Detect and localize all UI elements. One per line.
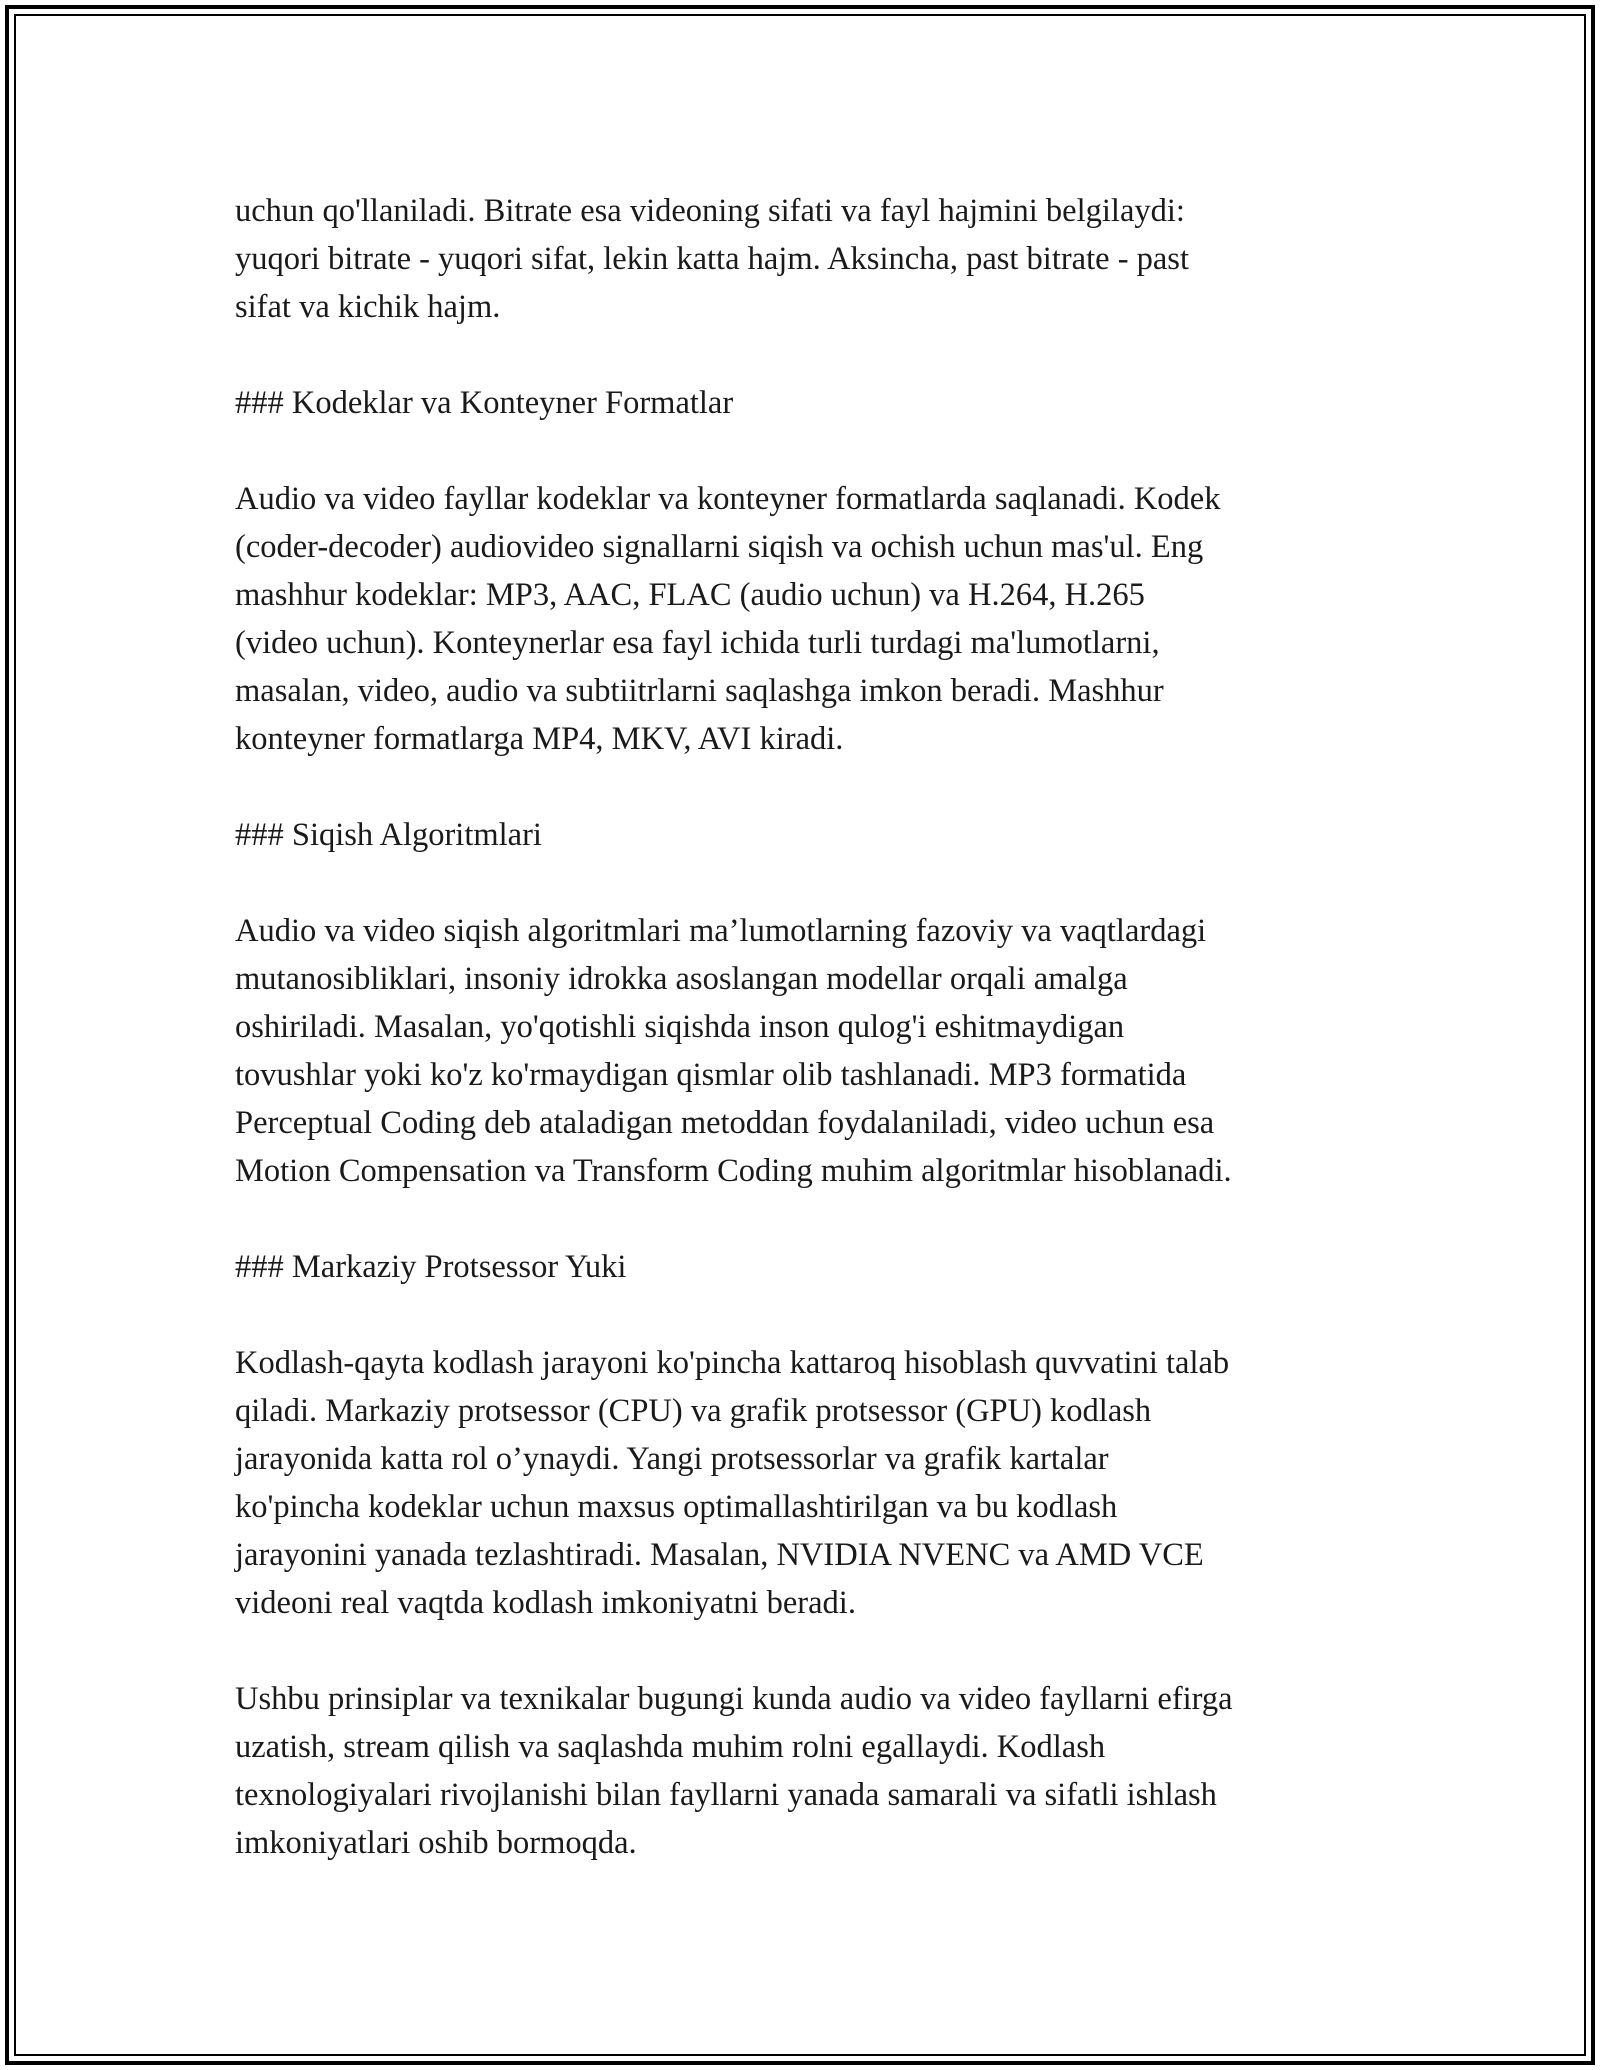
document-body	[235, 187, 1380, 1867]
paragraph-conclusion: Ushbu prinsiplar va texnikalar bugungi kunda audio va video fayllarni efirga uzatish, stream qilish va saqlashda muhim rolni egallaydi. Kodlash texnologiyalari rivojlanishi bilan fayllarni yanada samarali va sifatli ishlash imkoniyatlari oshib bormoqda.	[235, 1681, 1233, 1861]
paragraph-kodeklar: Audio va video fayllar kodeklar va konteyner formatlarda saqlanadi. Kodek (coder-decoder) audiovideo signallarni siqish va ochish uchun mas'ul. Eng mashhur kodeklar: MP3, AAC, FLAC (audio uchun) va H.264, H.265 (video uchun). Konteynerlar esa fayl ichida turli turdagi ma'lumotlarni, masalan, video, audio va subtiitrlarni saqlashga imkon beradi. Mashhur konteyner formatlarga MP4, MKV, AVI kiradi.	[235, 481, 1221, 757]
paragraph-protsessor: Kodlash-qayta kodlash jarayoni ko'pincha kattaroq hisoblash quvvatini talab qiladi. Markaziy protsessor (CPU) va grafik protsessor (GPU) kodlash jarayonida katta rol o’ynaydi. Yangi protsessorlar va grafik kartalar ko'pincha kodeklar uchun maxsus optimallashtirilgan va bu kodlash jarayonini yanada tezlashtiradi. Masalan, NVIDIA NVENC va AMD VCE videoni real vaqtda kodlash imkoniyatni beradi.	[235, 1345, 1230, 1621]
heading-protsessor: ### Markaziy Protsessor Yuki	[235, 1249, 627, 1285]
heading-kodeklar: ### Kodeklar va Konteyner Formatlar	[235, 385, 734, 421]
heading-siqish: ### Siqish Algoritmlari	[235, 817, 542, 853]
paragraph-siqish: Audio va video siqish algoritmlari ma’lumotlarning fazoviy va vaqtlardagi mutanosibliklari, insoniy idrokka asoslangan modellar orqali amalga oshiriladi. Masalan, yo'qotishli siqishda inson qulog'i eshitmaydigan tovushlar yoki ko'z ko'rmaydigan qismlar olib tashlanadi. MP3 formatida Perceptual Coding deb ataladigan metoddan foydalaniladi, video uchun esa Motion Compensation va Transform Coding muhim algoritmlar hisoblanadi.	[235, 913, 1232, 1189]
paragraph-bitrate-continuation: uchun qo'llaniladi. Bitrate esa videoning sifati va fayl hajmini belgilaydi: yuqori bitrate - yuqori sifat, lekin katta hajm. Aksincha, past bitrate - past sifat va kichik hajm.	[235, 193, 1189, 325]
